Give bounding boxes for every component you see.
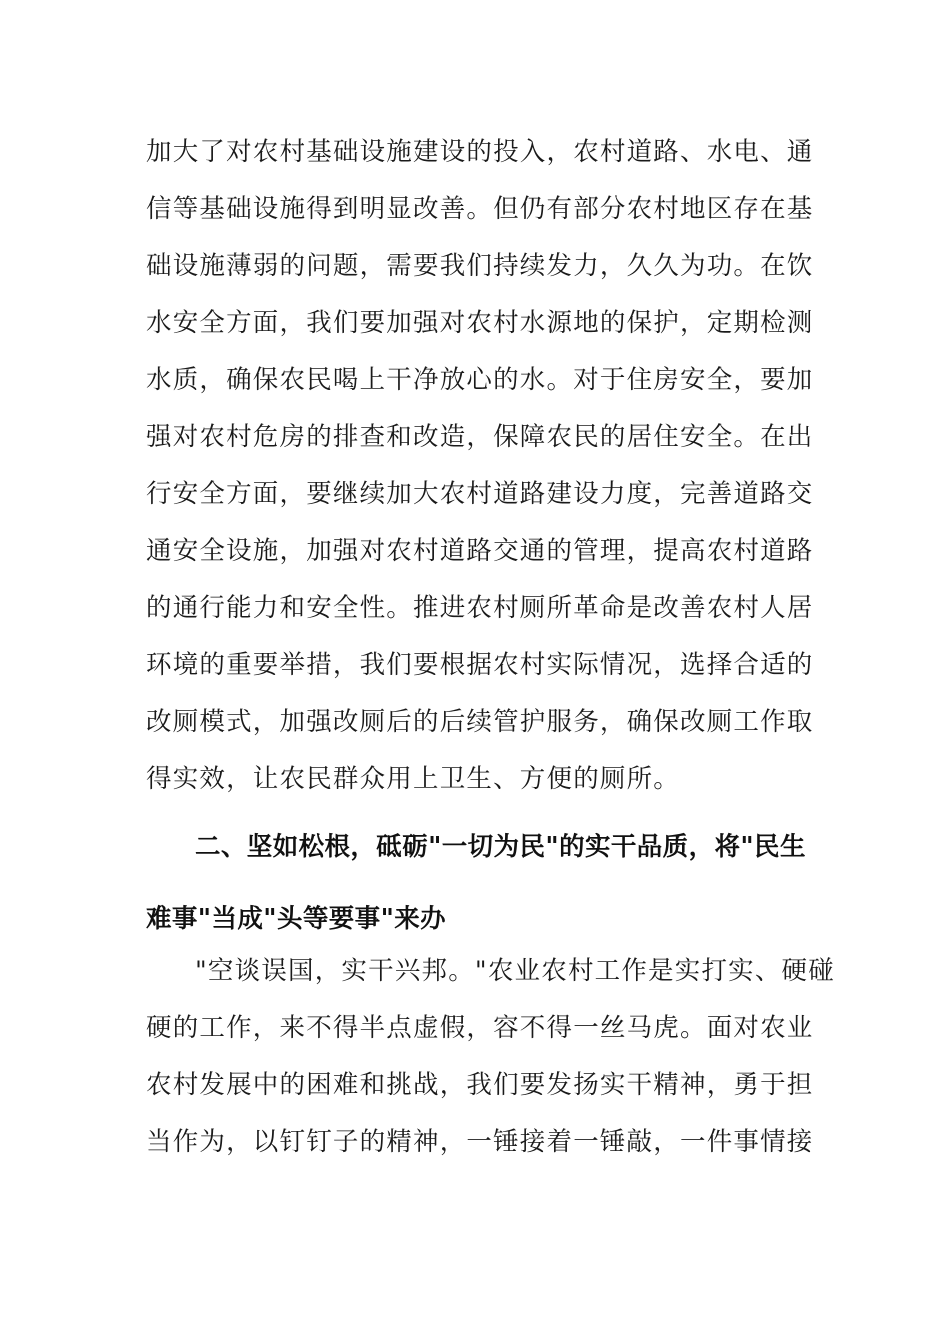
text-line: 农村发展中的困难和挑战，我们要发扬实干精神，勇于担 <box>146 1070 814 1100</box>
heading-line: 二、坚如松根，砥砺"一切为民"的实干品质，将"民生 <box>195 832 806 862</box>
text-line: 础设施薄弱的问题，需要我们持续发力，久久为功。在饮 <box>146 251 814 281</box>
body-paragraph-1 <box>146 124 826 808</box>
section-heading <box>146 811 826 955</box>
text-line: 的通行能力和安全性。推进农村厕所革命是改善农村人居 <box>146 593 814 623</box>
text-line: 加大了对农村基础设施建设的投入，农村道路、水电、通 <box>146 137 814 167</box>
text-line: "空谈误国，实干兴邦。"农业农村工作是实打实、硬碰 <box>195 956 835 986</box>
heading-line: 难事"当成"头等要事"来办 <box>146 904 447 934</box>
text-line: 通安全设施，加强对农村道路交通的管理，提高农村道路 <box>146 536 814 566</box>
text-line: 水安全方面，我们要加强对农村水源地的保护，定期检测 <box>146 308 814 338</box>
text-line: 硬的工作，来不得半点虚假，容不得一丝马虎。面对农业 <box>146 1013 814 1043</box>
text-line: 强对农村危房的排查和改造，保障农民的居住安全。在出 <box>146 422 814 452</box>
text-line: 信等基础设施得到明显改善。但仍有部分农村地区存在基 <box>146 194 814 224</box>
text-line: 当作为，以钉钉子的精神，一锤接着一锤敲，一件事情接 <box>146 1127 814 1157</box>
text-line: 得实效，让农民群众用上卫生、方便的厕所。 <box>146 764 681 794</box>
text-line: 改厕模式，加强改厕后的后续管护服务，确保改厕工作取 <box>146 707 814 737</box>
text-line: 行安全方面，要继续加大农村道路建设力度，完善道路交 <box>146 479 814 509</box>
text-line: 水质，确保农民喝上干净放心的水。对于住房安全，要加 <box>146 365 814 395</box>
text-line: 环境的重要举措，我们要根据农村实际情况，选择合适的 <box>146 650 814 680</box>
body-paragraph-2 <box>146 943 835 1171</box>
